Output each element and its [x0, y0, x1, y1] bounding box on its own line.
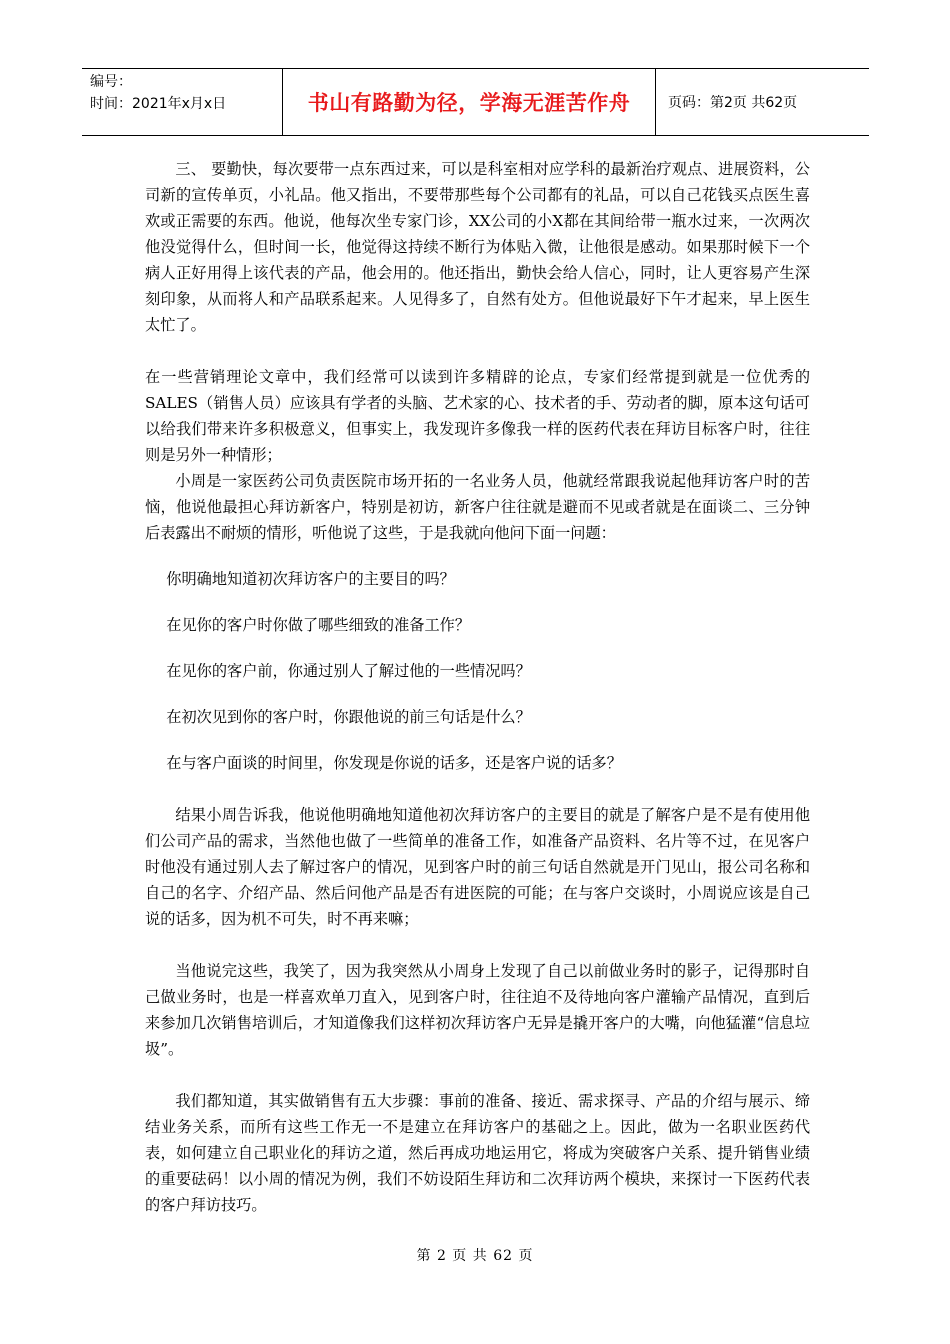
document-date-label: 时间：2021年x月x日 — [90, 96, 227, 112]
page-header — [82, 68, 869, 136]
question-background: 在见你的客户前，你通过别人了解过他的一些情况吗？ — [166, 662, 531, 680]
paragraph-marketing-theory: 在一些营销理论文章中，我们经常可以读到许多精辟的论点，专家们经常提到就是一位优秀的SALES（销售人员）应该具有学者的头脑、艺术家的心、技术者的手、劳动者的脚，原本这句话可以给我们带来许多积极意义，但事实上，我发现许多像我一样的医药代表在拜访目标客户时，往往则是另外一种情形； — [145, 368, 810, 464]
paragraph-five-steps: 我们都知道，其实做销售有五大步骤：事前的准备、接近、需求探寻、产品的介绍与展示、缔结业务关系，而所有这些工作无一不是建立在拜访客户的基础之上。因此，做为一名职业医药代表，如何建立自己职业化的拜访之道，然后再成功地运用它，将成为突破客户关系、提升销售业绩的重要砝码！以小周的情况为例，我们不妨设陌生拜访和二次拜访两个模块，来探讨一下医药代表的客户拜访技巧。 — [145, 1092, 810, 1214]
paragraph-reflection: 当他说完这些，我笑了，因为我突然从小周身上发现了自己以前做业务时的影子，记得那时自己做业务时，也是一样喜欢单刀直入，见到客户时，往往迫不及待地向客户灌输产品情况，直到后来参加几次销售培训后，才知道像我们这样初次拜访客户无异是撬开客户的大嘴，向他猛灌“信息垃圾”。 — [145, 962, 810, 1058]
header-motto: 书山有路勤为径，学海无涯苦作舟 — [282, 69, 656, 135]
document-body — [145, 156, 810, 1218]
question-preparation: 在见你的客户时你做了哪些细致的准备工作？ — [166, 616, 471, 634]
header-page-number: 页码：第2页 共62页 — [668, 95, 798, 111]
question-purpose: 你明确地知道初次拜访客户的主要目的吗？ — [166, 570, 455, 588]
page-footer: 第 2 页 共 62 页 — [416, 1248, 534, 1264]
header-meta — [82, 69, 282, 135]
question-first-words: 在初次见到你的客户时，你跟他说的前三句话是什么？ — [166, 708, 531, 726]
paragraph-xiaozhou-intro: 小周是一家医药公司负责医院市场开拓的一名业务人员，他就经常跟我说起他拜访客户时的苦恼，他说他最担心拜访新客户，特别是初访，新客户往往就是避而不见或者就是在面谈二、三分钟后表露出不耐烦的情形，听他说了这些，于是我就向他问下面一问题： — [145, 472, 810, 542]
paragraph-xiaozhou-answer: 结果小周告诉我，他说他明确地知道他初次拜访客户的主要目的就是了解客户是不是有使用他们公司产品的需求，当然他也做了一些简单的准备工作，如准备产品资料、名片等不过，在见客户时他没有通过别人去了解过客户的情况，见到客户时的前三句话自然就是开门见山，报公司名称和自己的名字、介绍产品、然后问他产品是否有进医院的可能；在与客户交谈时，小周说应该是自己说的话多，因为机不可失，时不再来嘛； — [145, 806, 810, 928]
question-talk-ratio: 在与客户面谈的时间里，你发现是你说的话多，还是客户说的话多？ — [166, 754, 622, 772]
paragraph-diligence: 三、 要勤快，每次要带一点东西过来，可以是科室相对应学科的最新治疗观点、进展资料，公司新的宣传单页，小礼品。他又指出，不要带那些每个公司都有的礼品，可以自己花钱买点医生喜欢或正需要的东西。他说，他每次坐专家门诊，XX公司的小X都在其间给带一瓶水过来，一次两次他没觉得什么，但时间一长，他觉得这持续不断行为体贴入微，让他很是感动。如果那时候下一个病人正好用得上该代表的产品，他会用的。他还指出，勤快会给人信心，同时，让人更容易产生深刻印象，从而将人和产品联系起来。人见得多了，自然有处方。但他说最好下午才起来，早上医生太忙了。 — [145, 160, 810, 334]
document-number-label: 编号： — [90, 74, 132, 90]
